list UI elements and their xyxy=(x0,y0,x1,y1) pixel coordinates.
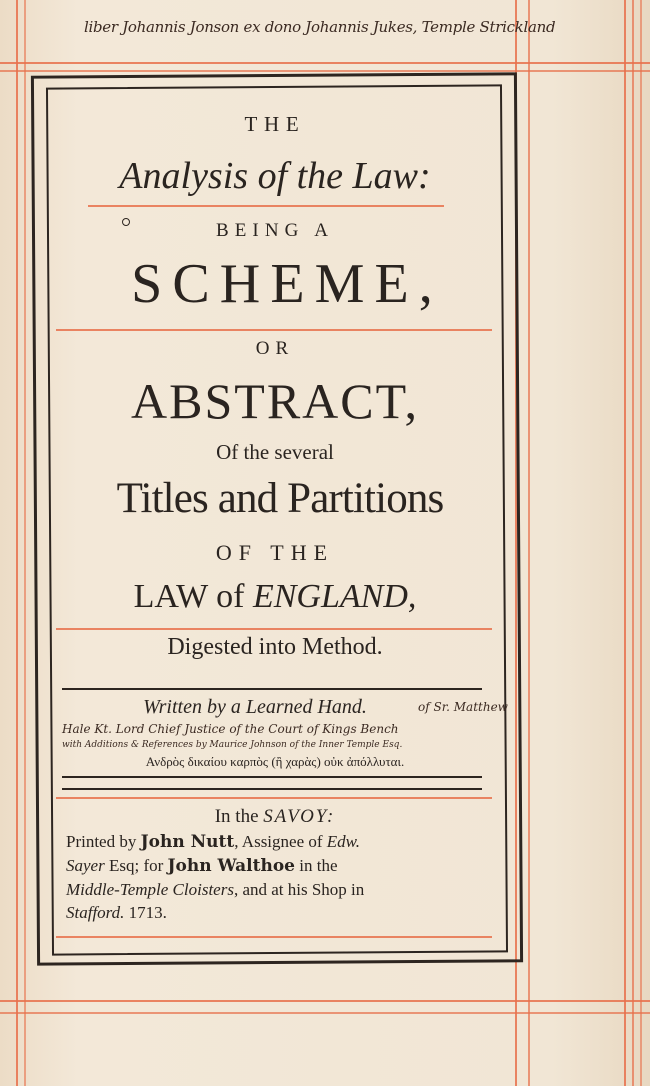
imprint-line-5 xyxy=(66,903,516,923)
printed-rule-3 xyxy=(62,788,482,790)
in-the-text: In the xyxy=(214,806,264,827)
printed-by-text: Printed by xyxy=(66,832,141,851)
title-digested: Digested into Method. xyxy=(167,634,383,660)
sayer-text: Sayer xyxy=(66,856,105,875)
imprint-line-4 xyxy=(66,880,516,900)
red-rule-vertical-right-2 xyxy=(528,0,530,1086)
red-rule-horizontal-top xyxy=(0,62,650,64)
savoy-text: SAVOY: xyxy=(263,806,336,827)
law-of-text: LAW of xyxy=(133,578,253,615)
printed-rule-2 xyxy=(62,776,482,778)
shop-text: , and at his Shop in xyxy=(233,880,365,899)
title-analysis: Analysis of the Law: xyxy=(119,155,431,197)
edw-text: Edw. xyxy=(326,832,360,851)
margin-note-1: of Sr. Matthew xyxy=(418,700,508,714)
imprint-line-3 xyxy=(66,856,516,876)
assignee-text: , Assignee of xyxy=(234,832,327,851)
year-text: 1713. xyxy=(124,903,167,922)
red-rule-vertical-right-3 xyxy=(624,0,626,1086)
printed-rule-1 xyxy=(62,688,482,690)
title-being-a: BEING A xyxy=(215,220,335,241)
stafford-text: Stafford. xyxy=(66,903,125,922)
ownership-inscription: liber Johannis Jonson ex dono Johannis Jukes, Temple Strickland xyxy=(84,18,556,36)
margin-note-2: Hale Kt. Lord Chief Justice of the Court of Kings Bench xyxy=(62,722,399,736)
middle-temple-text: Middle-Temple Cloisters xyxy=(66,880,234,899)
author-line: Written by a Learned Hand. xyxy=(143,696,367,718)
england-text: ENGLAND, xyxy=(252,578,417,615)
greek-motto: Ανδρὸς δικαίου καρπὸς (ἢ χαρὰς) οὐκ ἀπόλλυται. xyxy=(145,754,405,769)
red-rule-vertical-right-4 xyxy=(632,0,634,1086)
title-of-the-several: Of the several xyxy=(216,440,334,464)
red-rule-bottom-inner xyxy=(56,936,492,938)
esq-for-text: Esq; for xyxy=(104,856,168,875)
red-rule-horizontal-top-2 xyxy=(0,70,650,72)
red-rule-vertical-left xyxy=(16,0,18,1086)
title-scheme: SCHEME, xyxy=(131,253,443,315)
title-the: THE xyxy=(244,112,306,136)
red-rule-vertical-left-2 xyxy=(24,0,26,1086)
red-rule-under-scheme xyxy=(56,329,492,331)
bookseller-name: John Walthoe xyxy=(167,856,295,876)
margin-note-3: with Additions & References by Maurice Johnson of the Inner Temple Esq. xyxy=(62,740,403,750)
title-of-the: OF THE xyxy=(215,540,335,565)
red-rule-vertical-right-5 xyxy=(640,0,642,1086)
red-rule-middle xyxy=(56,797,492,799)
title-or: OR xyxy=(255,338,295,359)
title-law-of-england xyxy=(50,578,500,616)
in-the-2-text: in the xyxy=(295,856,338,875)
title-titles-partitions: Titles and Partitions xyxy=(116,475,444,522)
printer-name: John Nutt xyxy=(140,832,235,852)
red-rule-under-england xyxy=(56,628,492,630)
red-rule-horizontal-bottom-2 xyxy=(0,1012,650,1014)
imprint-line-1 xyxy=(50,806,500,828)
red-underline-title xyxy=(88,205,444,207)
red-rule-horizontal-bottom xyxy=(0,1000,650,1002)
imprint-line-2 xyxy=(66,832,516,852)
title-abstract: ABSTRACT, xyxy=(131,373,419,429)
